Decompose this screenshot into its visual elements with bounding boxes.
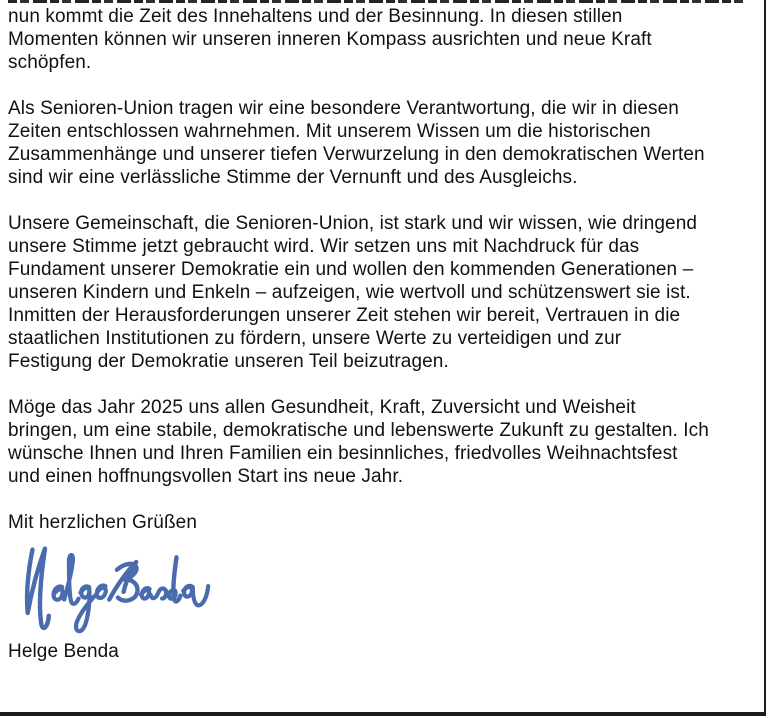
text-line: nun kommt die Zeit des Innehaltens und der Besinnung. In diesen stillen xyxy=(8,6,623,27)
text-line: Unsere Gemeinschaft, die Senioren-Union, ist stark und wir wissen, wie dringend xyxy=(8,213,698,234)
text-line: bringen, um eine stabile, demokratische und lebenswerte Zukunft zu gestalten. Ich xyxy=(8,420,709,441)
text-line: unsere Stimme jetzt gebraucht wird. Wir setzen uns mit Nachdruck für das xyxy=(8,236,640,257)
text-line: sind wir eine verlässliche Stimme der Vernunft und des Ausgleichs. xyxy=(8,167,578,188)
paragraph xyxy=(8,97,758,189)
text-line: Momenten können wir unseren inneren Kompass ausrichten und neue Kraft xyxy=(8,29,652,50)
letter-body xyxy=(8,5,758,488)
text-line: Als Senioren-Union tragen wir eine besondere Verantwortung, die wir in diesen xyxy=(8,98,679,119)
text-line: Festigung der Demokratie unseren Teil beizutragen. xyxy=(8,351,449,372)
text-line: Zusammenhänge und unserer tiefen Verwurzelung in den demokratischen Werten xyxy=(8,144,705,165)
signature-image xyxy=(20,540,758,636)
text-line: staatlichen Institutionen zu fördern, unsere Werte zu verteidigen und zur xyxy=(8,328,622,349)
text-line: Möge das Jahr 2025 uns allen Gesundheit, Kraft, Zuversicht und Weisheit xyxy=(8,397,636,418)
text-line: Inmitten der Herausforderungen unserer Zeit stehen wir bereit, Vertrauen in die xyxy=(8,305,681,326)
text-line: und einen hoffnungsvollen Start ins neue Jahr. xyxy=(8,466,404,487)
text-line: schöpfen. xyxy=(8,52,92,73)
text-line: unseren Kindern und Enkeln – aufzeigen, wie wertvoll und schützenswert sie ist. xyxy=(8,282,691,303)
paragraph xyxy=(8,5,758,74)
signature-name: Helge Benda xyxy=(8,641,119,662)
paragraph xyxy=(8,396,758,488)
text-line: Zeiten entschlossen wahrnehmen. Mit unserem Wissen um die historischen xyxy=(8,121,651,142)
text-line: wünsche Ihnen und Ihren Familien ein besinnliches, friedvolles Weihnachtsfest xyxy=(8,443,678,464)
paragraph xyxy=(8,212,758,373)
text-line: Fundament unserer Demokratie ein und wollen den kommenden Generationen – xyxy=(8,259,694,280)
closing-line: Mit herzlichen Grüßen xyxy=(8,512,198,533)
clipped-previous-text-line xyxy=(8,0,746,3)
